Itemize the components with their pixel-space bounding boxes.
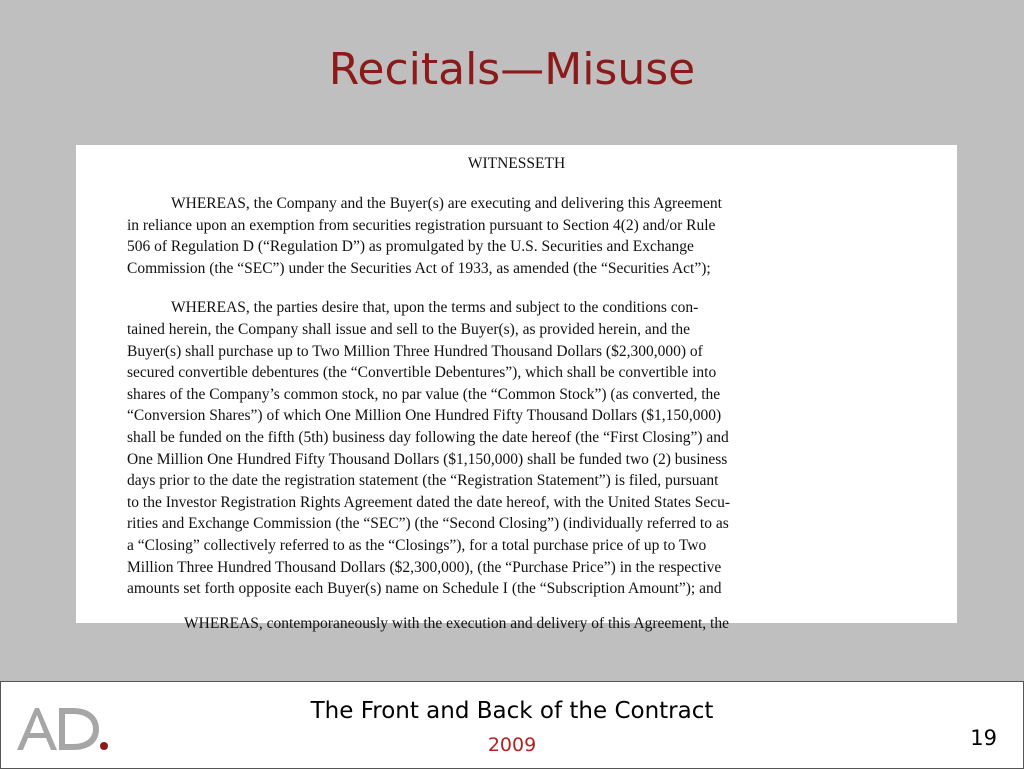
paragraph-line: amounts set forth opposite each Buyer(s) name on Schedule I (the “Subscription Amount”); and	[127, 580, 722, 598]
paragraph-line: days prior to the date the registration statement (the “Registration Statement”) is filed, pursuant	[127, 472, 719, 490]
paragraph-line: shall be funded on the fifth (5th) business day following the date hereof (the “First Closing”) and	[127, 428, 729, 446]
paragraph-line: a “Closing” collectively referred to as the “Closings”), for a total purchase price of up to Two	[127, 536, 707, 554]
paragraph-line: tained herein, the Company shall issue and sell to the Buyer(s), as provided herein, and the	[127, 320, 691, 338]
paragraph-line: Buyer(s) shall purchase up to Two Million Three Hundred Thousand Dollars ($2,300,000) of	[127, 342, 703, 360]
paragraph-line: Million Three Hundred Thousand Dollars ($2,300,000), (the “Purchase Price”) in the respective	[127, 558, 722, 576]
document-excerpt	[76, 145, 957, 632]
paragraph-line: to the Investor Registration Rights Agreement dated the date hereof, with the United States Secu-	[127, 493, 731, 511]
paragraph-line: One Million One Hundred Fifty Thousand Dollars ($1,150,000) shall be funded two (2) business	[127, 450, 728, 468]
slide-footer	[0, 681, 1024, 769]
cut-off-paragraph-line: WHEREAS, contemporaneously with the execution and delivery of this Agreement, the	[184, 615, 729, 632]
paragraph-line: WHEREAS, the Company and the Buyer(s) are executing and delivering this Agreement	[171, 195, 722, 212]
paragraph-line: WHEREAS, the parties desire that, upon the terms and subject to the conditions con-	[171, 299, 699, 317]
paragraph-line: shares of the Company’s common stock, no par value (the “Common Stock”) (as converted, the	[127, 385, 721, 403]
footer-year: 2009	[487, 734, 537, 756]
paragraph-line: rities and Exchange Commission (the “SEC”) (the “Second Closing”) (individually referred to as	[127, 515, 729, 533]
document-heading: WITNESSETH	[467, 155, 566, 172]
paragraph-line: in reliance upon an exemption from securities registration pursuant to Section 4(2) and/or Rule	[127, 216, 716, 234]
paragraph-line: secured convertible debentures (the “Convertible Debentures”), which shall be convertible into	[127, 364, 717, 382]
paragraph-line: Commission (the “SEC”) under the Securities Act of 1933, as amended (the “Securities Act”);	[127, 259, 711, 277]
paragraph-line: “Conversion Shares”) of which One Million One Hundred Fifty Thousand Dollars ($1,150,000)	[127, 407, 722, 425]
page-number: 19	[970, 726, 997, 750]
document-body	[127, 193, 867, 618]
footer-title: The Front and Back of the Contract	[310, 698, 714, 724]
slide-title: Recitals—Misuse	[328, 44, 696, 95]
paragraph-line: 506 of Regulation D (“Regulation D”) as promulgated by the U.S. Securities and Exchange	[127, 238, 694, 256]
recital-paragraph-1	[127, 193, 867, 279]
recital-paragraph-2	[127, 297, 867, 599]
